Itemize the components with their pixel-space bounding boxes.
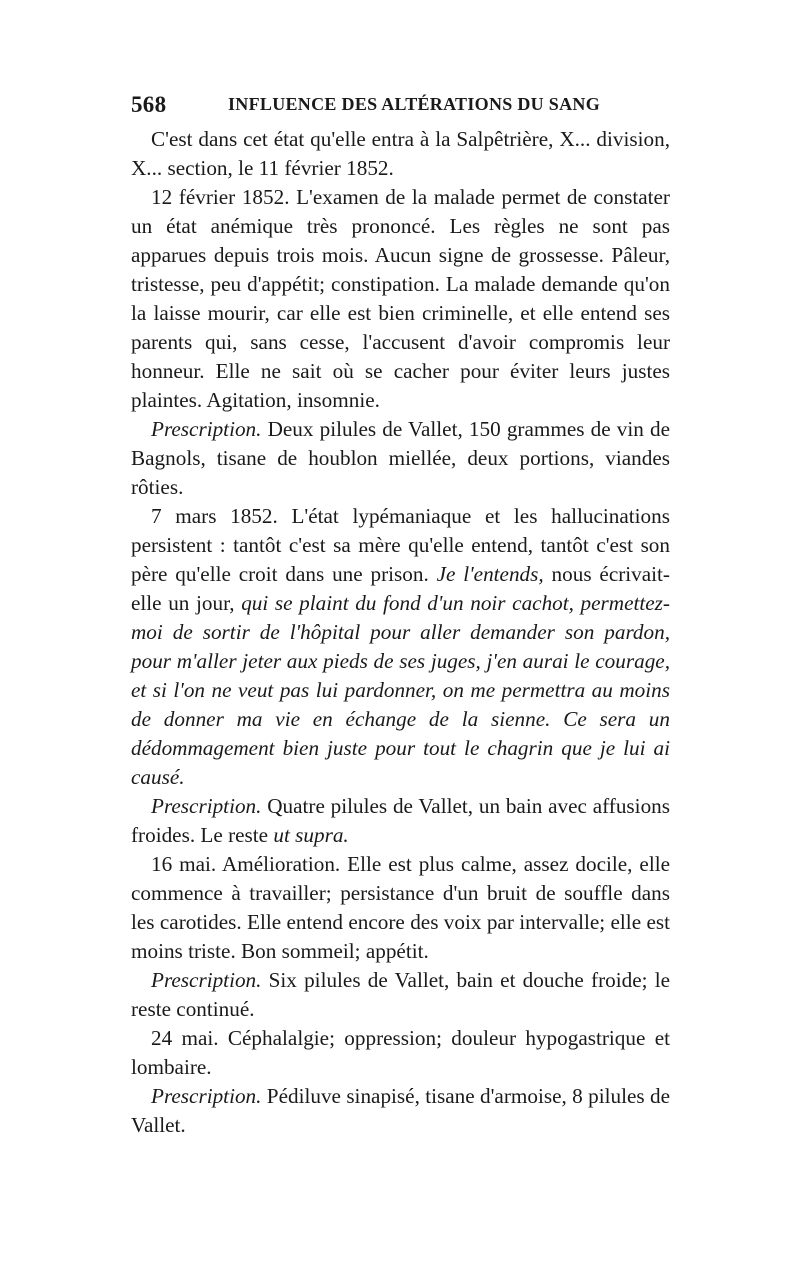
paragraph-prescription-4	[131, 1082, 670, 1140]
quoted-text: Je l'entends,	[436, 562, 544, 586]
paragraph-prescription-3	[131, 966, 670, 1024]
paragraph-may-24	[131, 1024, 670, 1082]
paragraph-admission	[131, 125, 670, 183]
paragraph-text: Six pilules de Vallet, bain et douche froide; le reste continué.	[131, 968, 670, 1021]
latin-phrase: ut supra.	[273, 823, 349, 847]
paragraph-text: nous écrivait-elle un jour,	[131, 562, 670, 615]
page-body	[131, 125, 670, 1140]
paragraph-prescription-1	[131, 415, 670, 502]
paragraph-mar-7	[131, 502, 670, 792]
paragraph-text: 7 mars 1852. L'état lypémaniaque et les hallucinations persistent : tantôt c'est sa mère qu'elle entend, tantôt c'est son père qu'elle croit dans une prison.	[131, 504, 670, 586]
paragraph-text: 16 mai. Amélioration. Elle est plus calme, assez docile, elle commence à travailler; persistance d'un bruit de souffle dans les carotides. Elle entend encore des voix par intervalle; elle est moins triste. Bon sommeil; appétit.	[131, 852, 670, 963]
paragraph-text: 12 février 1852. L'examen de la malade permet de constater un état anémique très prononcé. Les règles ne sont pas apparues depuis trois mois. Aucun signe de grossesse. Pâleur, tristesse, peu d'appétit; constipation. La malade demande qu'on la laisse mourir, car elle est bien criminelle, et elle entend ses parents qui, sans cesse, l'accusent d'avoir compromis leur honneur. Elle ne sait où se cacher pour éviter leurs justes plaintes. Agitation, insomnie.	[131, 185, 670, 412]
paragraph-may-16	[131, 850, 670, 966]
prescription-label: Prescription.	[151, 794, 262, 818]
paragraph-text: C'est dans cet état qu'elle entra à la Salpêtrière, X... division, X... section, le 11 février 1852.	[131, 127, 670, 180]
paragraph-text: Pédiluve sinapisé, tisane d'armoise, 8 pilules de Vallet.	[131, 1084, 670, 1137]
paragraph-text: 24 mai. Céphalalgie; oppression; douleur hypogastrique et lombaire.	[131, 1026, 670, 1079]
quoted-text: qui se plaint du fond d'un noir cachot, permettez-moi de sortir de l'hôpital pour aller demander son pardon, pour m'aller jeter aux pieds de ses juges, j'en aurai le courage, et si l'on ne veut pas lui pardonner, on me permettra au moins de donner ma vie en échange de la sienne. Ce sera un dédommagement bien juste pour tout le chagrin que je lui ai causé.	[131, 591, 670, 789]
paragraph-feb-12	[131, 183, 670, 415]
paragraph-text: Deux pilules de Vallet, 150 grammes de vin de Bagnols, tisane de houblon miellée, deux portions, viandes rôties.	[131, 417, 670, 499]
prescription-label: Prescription.	[151, 1084, 262, 1108]
running-title: INFLUENCE DES ALTÉRATIONS DU SANG	[228, 94, 600, 114]
paragraph-prescription-2	[131, 792, 670, 850]
prescription-label: Prescription.	[151, 968, 262, 992]
prescription-label: Prescription.	[151, 417, 262, 441]
paragraph-text: Quatre pilules de Vallet, un bain avec affusions froides. Le reste	[131, 794, 670, 847]
page-number: 568	[131, 92, 167, 117]
